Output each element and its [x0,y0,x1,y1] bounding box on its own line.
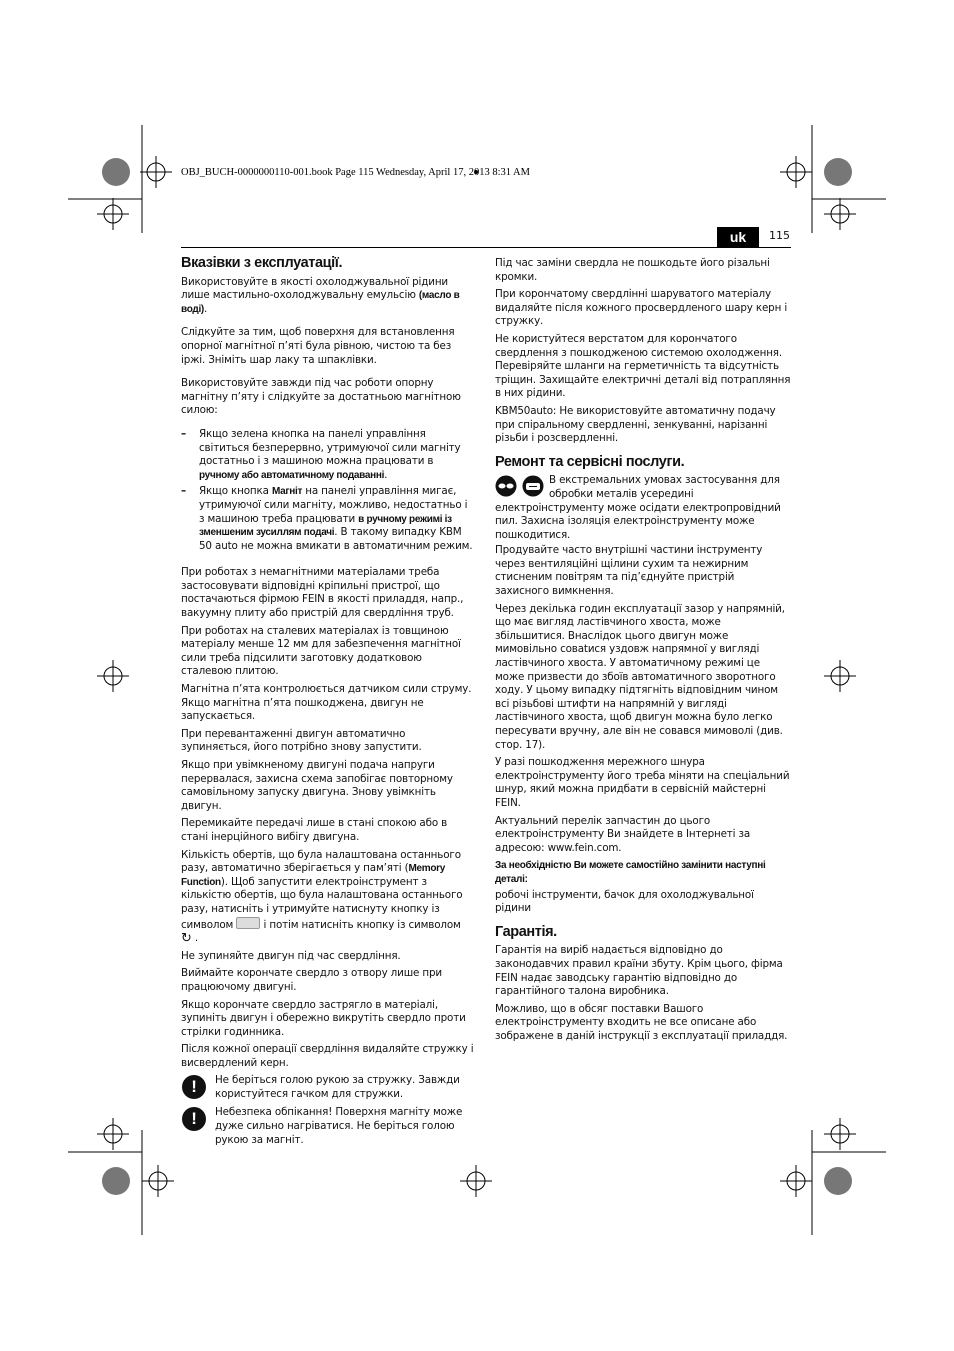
left-column [181,257,475,1151]
paragraph: Перемикайте передачі лише в стані спокою або в стані інерційного вибігу двигуна. [181,817,448,843]
section-title-operation: Вказівки з експлуатації. [181,255,343,271]
header-rule [181,247,791,248]
section-title-warranty: Гарантія. [495,923,557,940]
paragraph: KBM50auto: Не використовуйте автоматичну подачу при спіральному свердленні, зенкуванні, нарізанні різьби і розсвердленні. [495,404,776,445]
paragraph: При корончатому свердлінні шаруватого матеріалу видаляйте після кожного просвердленого шару керн і стружку. [495,288,788,328]
section-title-service: Ремонт та сервісні послуги. [495,453,685,470]
paragraph: Не користуйтеся верстатом для корончатого свердлення з пошкодженою системою охолодження. Перевіряйте шланги на герметичність та відсутність тріщин. Захищайте електричні деталі від потрапляння в них рідини. [495,332,791,400]
list-item: – Якщо кнопка Магніт на панелі управління мигає, утримуючої сили магніту, можливо, недостатньо і з машиною треба працювати в ручному режимі із зменшеним зусиллям подачі. В такому випадку KBM 50 auto не можна вмикати в автоматичним режим. [181,485,473,552]
paragraph: При роботах на сталевих матеріалах із товщиною матеріалу менше 12 мм для забезпечення магнітної сили треба підсилити заготовку додатковою сталевою плитою. [181,624,461,678]
goggles-mask-icon [495,475,545,497]
key-symbol-icon [236,917,260,929]
protective-equipment-icons [495,475,545,497]
paragraph: Продувайте часто внутрішні частини інструменту через вентиляційні щілини сухим та нежирним стисненим повітрям та під’єднуйте пристрій захисного вимкнення. [495,544,763,598]
paragraph: У разі пошкодження мережного шнура електроінструменту його треба міняти на спеціальний шнур, який можна придбати в сервісній майстерні FEIN. [495,756,790,809]
paragraph: Якщо корончате свердло застрягло в матеріалі, зупиніть двигун і обережно викрутіть свердло проти стрілки годинника. [181,998,466,1038]
paragraph: Кількість обертів, що була налаштована останнього разу, автоматично зберігається у пам’яті (Memory Function). Щоб запустити електроінструмент з кількістю обертів, що була налаштована останнього разу, натисніть і утримуйте натиснуту кнопку із символом і потім натисніть кнопку із символом ↻ . [181,848,463,947]
warning-exclamation-icon: ! [182,1075,206,1099]
warning-item: ! Небезпека обпікання! Поверхня магніту може дуже сильно нагріватися. Не беріться голою рукою за магніт. [181,1106,475,1147]
paragraph: Якщо при увімкненому двигуні подача напруги перервалася, захисна схема запобігає повторному самовільному запуску двигуна. Знову увімкніть двигун. [181,759,453,812]
rotate-symbol-icon: ↻ [181,931,192,947]
warning-item: ! Не беріться голою рукою за стружку. Завжди користуйтеся гачком для стружки. [181,1074,475,1102]
paragraph: Можливо, що в обсяг поставки Вашого електроінструменту входить не все описане або зображене в даній інструкції з експлуатації приладдя. [495,1002,788,1042]
warning-exclamation-icon: ! [182,1107,206,1131]
paragraph: Використовуйте в якості охолоджувальної рідини лише мастильно-охолоджувальну емульсію (масло в воді). [181,275,460,315]
paragraph: Виймайте корончате свердло з отвору лише при працюючому двигуні. [181,967,442,993]
paragraph-bold: За необхідністю Ви можете самостійно замінити наступні деталі: [495,860,766,885]
paragraph: робочі інструменти, бачок для охолоджувальної рідини [495,888,754,915]
print-header-line: OBJ_BUCH-0000000110-001.book Page 115 Wednesday, April 17, 2013 8:31 AM [181,167,530,178]
paragraph: Магнітна п’ята контролюється датчиком сили струму. Якщо магнітна п’ята пошкоджена, двигун не запускається. [181,683,472,723]
right-column [495,257,791,1047]
paragraph: При роботах з немагнітними матеріалами треба застосовувати відповідні кріпильні пристрої, що постачаються фірмою FEIN в якості приладдя, напр., вакуумну плиту або пристрій для свердління труб. [181,566,464,620]
paragraph: Актуальний перелік запчастин до цього електроінструменту Ви знайдете в Інтернеті за адресою: www.fein.com. [495,814,751,854]
paragraph: Використовуйте завжди під час роботи опорну магнітну п’яту і слідкуйте за достатньою магнітною силою: [181,377,461,417]
paragraph: Не зупиняйте двигун під час свердління. [181,949,401,962]
language-badge: uk [717,227,759,247]
page-number: 115 [769,229,790,242]
paragraph: При перевантаженні двигун автоматично зупиняється, його потрібно знову запустити. [181,727,422,754]
list-item: – Якщо зелена кнопка на панелі управління світиться безперервно, утримуючої сили магніту достатньо і з машиною можна працювати в ручному або автоматичному подаванні. [181,427,461,481]
paragraph: Гарантія на виріб надається відповідно до законодавчих правил країни збуту. Крім цього, фірма FEIN надає заводську гарантію відповідно до гарантійного талона виробника. [495,944,783,998]
paragraph: Слідкуйте за тим, щоб поверхня для встановлення опорної магнітної п’яті була рівною, чистою та без іржі. Зніміть шар лаку та шпаклівки. [181,326,455,366]
paragraph: Через декілька годин експлуатації зазор у напрямній, що має вигляд ластівчиного хвоста, може збільшитися. Внаслідок цього двигун може мимовільно совatися уздовж напрямної у вигляді ластівчиного хвоста. У автоматичному режимі це може призвести до збоїв автоматичного зворотного ходу. У цьому випадку підтягніть відповідним чином всі різьбові штифти на напрямній у вигляді ластівчиного хвоста, щоб двигун можна було легко пересувати вручну, але він не совався мимоволі (див. стор. 17). [495,602,785,751]
paragraph: Під час заміни свердла не пошкодьте його різальні кромки. [495,257,770,283]
paragraph: Після кожної операції свердління видаляйте стружку і висвердлений керн. [181,1043,474,1069]
paragraph-with-icons: В екстремальних умовах застосування для обробки металів усередині електроінструменту може осідати електропровідний пил. Захисна ізоляція електроінструменту може пошкодитися. [495,474,781,541]
